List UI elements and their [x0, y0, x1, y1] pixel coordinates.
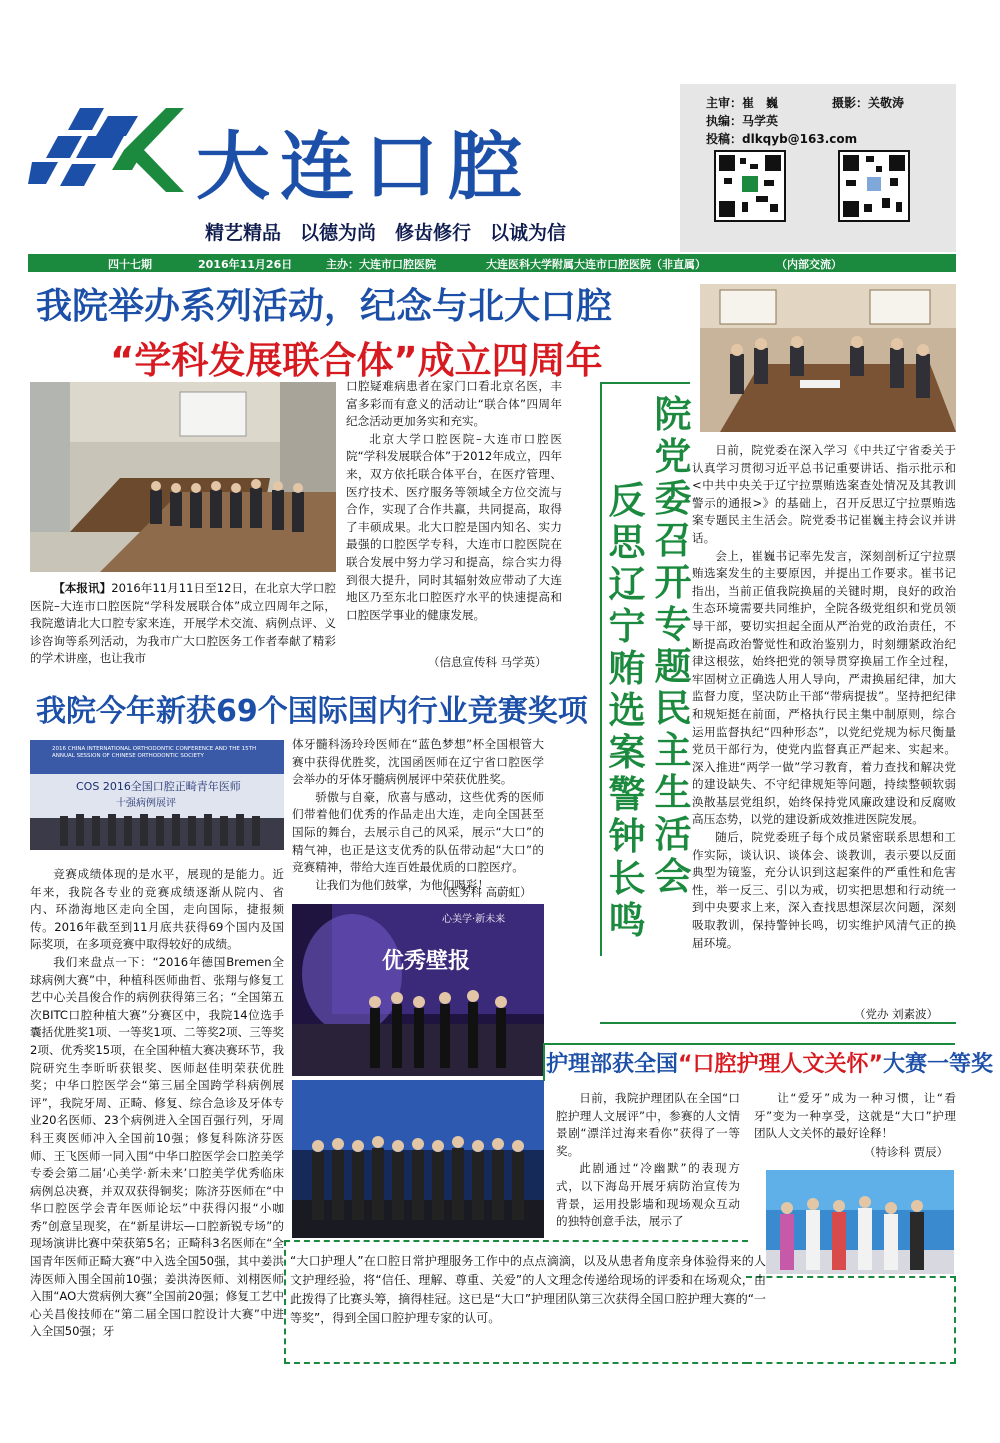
article4-dashed-frame-right: [746, 1276, 956, 1364]
article1-lead-text: 2016年11月11日至12日，在北京大学口腔医院–大连市口腔医院“学科发展联合体”成立四周年之际，我院邀请北大口腔专家来连，开展学术交流、病例点评、义诊咨询等系列活动，为我市广大口腔医务工作者奉献了精彩的学术讲座，也让我市: [30, 581, 336, 666]
article1-headline-line1: 我院举办系列活动，纪念与北大口腔: [36, 286, 613, 327]
article4-credit: （特诊科 贾辰）: [864, 1145, 949, 1159]
cos-photo-banner-title: COS 2016全国口腔正畸青年医师: [76, 780, 241, 793]
hospital-logo: [28, 100, 188, 212]
masthead-slogan: 精艺精品 以德为尚 修齿修行 以诚为信: [205, 222, 567, 244]
article2-p3: 随后，院党委班子每个成员紧密联系思想和工作实际，谈认识、谈体会、谈教训，表示要以反面典型为镜鉴，充分认识到这起案件的严重性和危害性，举一反三、引以为戒，切实把思想和行动统一到中央要求上来，深入查找思想深层次问题，深刻吸取教训，保持警钟长鸣，切实维护风清气正的换届环境。: [692, 830, 956, 950]
chief-editor: 主审：崔 巍: [706, 96, 779, 110]
article1-credit: （信息宣传科 马学英）: [428, 655, 547, 669]
group-award-photo: [292, 1080, 544, 1238]
poster-photo-banner: 优秀壁报: [382, 949, 471, 974]
exec-editor: 执编：马学英: [706, 114, 779, 128]
qr-code-right[interactable]: [838, 150, 910, 222]
poster-award-photo: [292, 904, 544, 1076]
masthead-title: 大连口腔: [196, 124, 532, 210]
article4-bottom: [290, 1252, 766, 1328]
party-meeting-photo: [700, 284, 956, 432]
article2-body: [692, 442, 956, 952]
article3-right-column: [292, 736, 544, 894]
article3-right-p2: 骄傲与自豪，欣喜与感动，这些优秀的医师们带着他们优秀的作品走出大连，走向全国甚至国际的舞台，去展示自己的风采，展示“大口”的精气神，也正是这支优秀的队伍带动起“大口”的竞赛精神，带给大连百姓最优质的口腔医疗。: [292, 789, 544, 875]
qr-code-left[interactable]: [714, 150, 786, 222]
circulation-note: （内部交流）: [776, 258, 842, 271]
article4-headline-pre: 护理部获全国: [546, 1052, 679, 1077]
poster-photo-tagline: 心美学·新未来: [442, 914, 506, 925]
article4-p2: 此剧通过“冷幽默”的表现方式，以下海岛开展牙病防治宣传为背景，运用投影墙和现场观众互动的独特创意手法，展示了: [556, 1161, 740, 1229]
article3-right-p3: 让我们为他们鼓掌，为他们喝彩！: [315, 877, 490, 892]
masthead-info-box: [680, 84, 956, 252]
article4-headline: [546, 1047, 993, 1078]
article4-right-p: 让“爱牙”成为一种习惯，让“看牙”变为一种享受，这就是“大口”护理团队人文关怀的最好诠释！: [754, 1091, 956, 1141]
cos-award-photo: [30, 740, 284, 850]
article3-left-column: [30, 866, 284, 1341]
article4-headline-post: 大赛一等奖: [882, 1052, 993, 1077]
host-org: 主办：大连市口腔医院: [326, 258, 436, 271]
article1-col2-p1: 口腔疑难病患者在家门口看北京名医，丰富多彩而有意义的活动让“联合体”四周年纪念活动更加务实和充实。: [346, 379, 562, 429]
article1-col2-p2: 北京大学口腔医院–大连市口腔医院“学科发展联合体”于2012年成立，四年来，双方依托联合体平台，在医疗管理、医疗技术、医疗服务等领域全方位交流与合作，实现了合作共赢，共同提高，取得了丰硕成果。北大口腔是国内知名、实力最强的口腔医学专科，大连市口腔医院在联合发展中努力学习和提高，综合实力得到很大提升，同时其辐射效应带动了大连地区乃至东北口腔医疗水平的快速提高和口腔医学事业的健康发展。: [346, 431, 562, 622]
article4-headline-quote: “口腔护理人文关怀”: [678, 1052, 883, 1077]
article2-frame-left: [600, 382, 602, 956]
article1-lead-tag: 【本报讯】: [53, 581, 112, 595]
article1-headline-line2: “学科发展联合体”成立四周年: [110, 339, 603, 382]
article3-credit: （医务科 高蔚虹）: [436, 885, 532, 899]
issue-date: 2016年11月26日: [198, 258, 293, 271]
article3-left-p2: 我们来盘点一下：“2016年德国Bremen全球病例大赛”中，种植科医师曲哲、张翔与修复工艺中心关昌俊合作的病例获得第三名；“全国第五次BITC口腔种植大赛”分赛区中，我院14位选手囊括优胜奖1项、一等奖1项、二等奖2项、三等奖2项、优秀奖15项，在全国种植大赛决赛环节，我院研究生李昕昕获银奖、医师赵佳明荣获优胜奖；中华口腔医学会“第三届全国跨学科病例展评”，我院牙周、正畸、修复、综合急诊及牙体专业20名医师、23个病例进入全国百强行列，牙周科王爽医师冲入全国前10强；修复科陈济芬医师、王飞医师一同入围“中华口腔医学会口腔美学专委会第二届‘心美学·新未来’口腔美学优秀临床病例总决赛，并双双获得铜奖；陈济芬医师在“中华口腔医学会青年医师论坛”中获得闪报“小咖秀”创意呈现奖，在“新星讲坛—口腔新锐专场”的现场演讲比赛中荣获第5名；正畸科3名医师在“全国青年医师正畸大赛”中入选全国50强，其中姜洪涛医师入围全国前10强；姜洪涛医师、刘栩医师入围“AO大赏病例大赛”全国前20强；修复工艺中心关昌俊技师在“第二届全国口腔设计大赛”中进入全国50强；牙: [30, 954, 285, 1339]
nursing-award-photo: [766, 1170, 954, 1274]
article1-column2: [346, 378, 562, 624]
contribute-email: 投稿：dlkqyb@163.com: [706, 132, 858, 146]
article4-left-column: [556, 1090, 740, 1231]
article4-bottom-p: “大口护理人”在口腔日常护理服务工作中的点点滴滴，以及从患者角度亲身体验得来的人文护理经验，将“信任、理解、尊重、关爱”的人文理念传递给现场的评委和在场观众，由此拨得了比赛头筹，摘得桂冠。这已是“大口”护理团队第三次获得全国口腔护理大赛的“一等奖”，得到全国口腔护理专家的认可。: [290, 1254, 766, 1325]
article3-left-p1: 竞赛成绩体现的是水平，展现的是能力。近年来，我院各专业的竞赛成绩逐渐从院内、省内、环渤海地区走向全国，走向国际，捷报频传。2016年截至到11月底共获得69个国内及国际奖项，在多项竞赛中取得较好的成绩。: [30, 867, 284, 952]
article3-headline: 我院今年新获69个国际国内行业竞赛奖项: [36, 694, 588, 729]
cos-photo-banner-sub: 十强病例展评: [116, 798, 176, 809]
photographer: 摄影：关敬涛: [832, 96, 905, 110]
affiliation: 大连医科大学附属大连市口腔医院（非直属）: [486, 258, 706, 271]
article2-p2: 会上，崔巍书记率先发言，深刻剖析辽宁拉票贿选案发生的主要原因，并提出工作要求。崔书记指出，当前正值我院换届的关键时期，良好的政治生态环境需要共同维护，全院各级党组织和党员领导干部，要切实担起全面从严治党的政治责任，不断提高政治警觉性和政治鉴别力，时刻绷紧政治纪律这根弦，始终把党的领导贯穿换届工作全过程，牢固树立正确选人用人导向，严肃换届纪律，加大监督力度，坚决防止干部“带病提拔”。坚持把纪律和规矩挺在前面，严格执行民主集中制原则，综合运用监督执纪“四种形态”，以党纪党规为标尺衡量党员干部行为，使党内监督真正严起来、实起来。深入推进“两学一做”学习教育，着力查找和解决党的建设缺失、不守纪律规矩等问题，持续整顿软弱涣散基层党组织，始终保持党风廉政建设和反腐败高压态势，以党的建设新成效推进医院发展。: [692, 548, 956, 827]
article4-p1: 日前，我院护理团队在全国“口腔护理人文展评”中，参赛的人文情景剧“漂洋过海来看你”获得了一等奖。: [556, 1091, 740, 1158]
article4-right-column: [754, 1090, 956, 1143]
article2-credit: （党办 刘素波）: [854, 1007, 939, 1021]
article2-vertical-title-1: 院党委召开专题民主生活会: [654, 393, 692, 898]
cos-photo-banner-en: 2016 CHINA INTERNATIONAL ORTHODONTIC CONFERENCE AND THE 15TH ANNUAL SESSION OF CHINESE ORTHODONTIC SOCIETY: [52, 746, 257, 759]
article1-lead: [30, 580, 336, 668]
article2-frame-top: [600, 382, 690, 384]
dateline-bar: [28, 254, 956, 272]
issue-number: 四十七期: [108, 258, 152, 271]
article2-vertical-title-2: 反思辽宁贿选案警钟长鸣: [608, 479, 646, 942]
meeting-room-photo: [30, 382, 336, 572]
article2-p1: 日前，院党委在深入学习《中共辽宁省委关于认真学习贯彻习近平总书记重要讲话、指示批示和<中共中央关于辽宁拉票贿选案查处情况及其教训警示的通报>》的基础上，召开反思辽宁拉票贿选案专题民主生活会。院党委书记崔巍主持会议并讲话。: [692, 443, 956, 545]
article3-right-p1: 体牙髓科汤玲玲医师在“蓝色梦想”杯全国根管大赛中获得优胜奖，沈国函医师在辽宁省口腔医学会举办的牙体牙髓病例展评中荣获优胜奖。: [292, 737, 544, 787]
article2-frame-bottom: [600, 1022, 956, 1024]
